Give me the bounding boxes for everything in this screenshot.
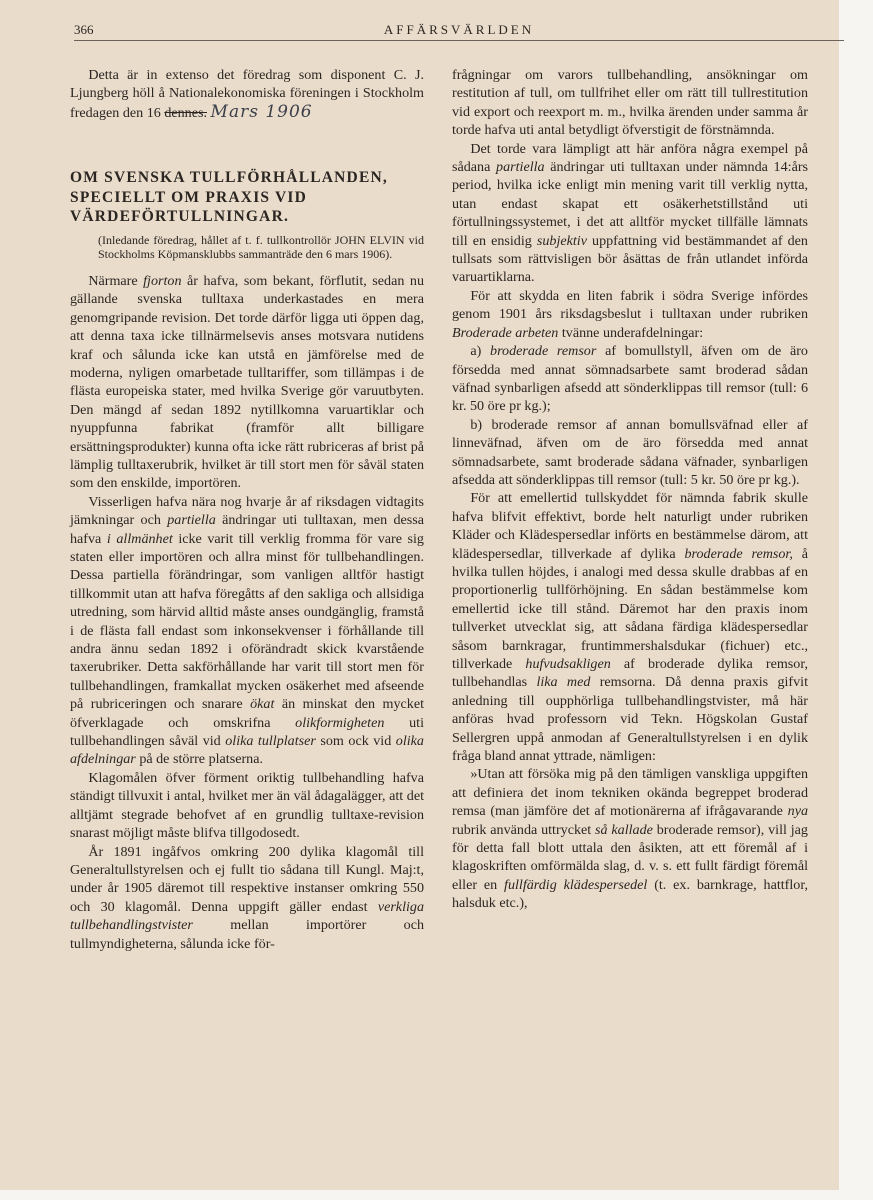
struck-word: dennes. [164, 104, 207, 121]
body-paragraph: För att emellertid tullskyddet för nämnda fabrik skulle hafva blifvit effektivt, borde helt naturligt under rubriken Kläder och Klädespersedlar införts en bestämmelse därom, att klädespersedlar, tillverkade af dylika broderade remsor, å hvilka tullen höjdes, i analogi med dessa skulle drabbas af en proportionerlig tullförhöjning. En sådan bestämmelse kom emellertid icke till stånd. Däremot har den praxis inom tullverket utvecklat sig, att sådana färdiga klädespersedlar såsom barnkragar, fruntimmershalsdukar (fichuer) etc., tillverkade hufvudsakligen af broderade dylika remsor, tullbehandlas lika med remsorna. Då denna praxis gifvit anledning till oupphörliga tullbehandlingstvister, må här anföras hvad professorn vid Tekn. Högskolan Gustaf Sellergren uppå anmodan af Generaltullstyrelsen i en dylik fråga bland annat yttrade, nämligen: [452, 490, 809, 765]
article-subnote: (Inledande föredrag, hållet af t. f. tullkontrollör JOHN ELVIN vid Stockholms Köpmansklubbs sammanträde den 6 mars 1906). [98, 232, 424, 262]
body-paragraph: a) broderade remsor af bomullstyll, äfven om de äro försedda med annat sömnadsarbete samt broderad sådan väfnad synbarligen afsedd att sönderklippas till remsor (tull: 6 kr. 50 öre pr kg.); [452, 343, 808, 415]
page-margin-bottom [0, 1190, 873, 1200]
body-paragraph: Det torde vara lämpligt att här anföra några exempel på sådana partiella ändringar uti tulltaxan under nämnda 14:års period, hvilka icke enligt min mening varit till verklig nytta, utan endast skapat ett osäkerhetstillstånd uti förtullningssystemet, i det att alltför mycket tillfälle lämnats till en ensidig subjektiv uppfattning vid bestämmandet af den tullsats som rättvisligen bör åsättas de från utlandet införda varuartiklarna. [452, 140, 808, 286]
body-paragraph: b) broderade remsor af annan bomullsväfnad eller af linneväfnad, äfven om de äro försedda med annat sömnadsarbete, samt broderade sådana väfnader, synbarligen afsedda att sönderklippas till remsor (tull: 5 kr. 50 öre pr kg.). [452, 416, 808, 488]
body-paragraph: År 1891 ingåfvos omkring 200 dylika klagomål till Generaltullstyrelsen och ej fullt tio sådana till Kungl. Maj:t, under år 1905 däremot till respektive instanser omkring 550 och 30 klagomål. Denna uppgift gäller endast verkliga tullbehandlingstvister mellan importörer och tullmyndigheterna, sålunda icke för- [70, 843, 424, 952]
body-paragraph: frågningar om varors tullbehandling, ansökningar om restitution af tull, om tullfrihet eller om rätt till tullrestitution vid export och reexport m. m., hvilka ärenden under samma år torde hafva uti antal betydligt öfverstigit de förstnämnda. [452, 67, 808, 139]
page-header [74, 22, 844, 40]
handwritten-note: Mars 1906 [210, 101, 313, 122]
journal-title: AFFÄRSVÄRLDEN [383, 22, 535, 37]
column-right [452, 66, 808, 913]
body-paragraph: Närmare fjorton år hafva, som bekant, förflutit, sedan nu gällande svenska tulltaxa underkastades en mera genomgripande revision. Det torde därför ligga uti öppen dag, att denna taxa icke tillnärmelsevis anses motsvara nutidens kraf och sålunda icke kan utstå en jämförelse med de moderna, nyligen omarbetade tulltariffer, som tillämpas i de flästa europeiska stater, med hvilka Sverige gör varuutbyten. Den mängd af sedan 1892 nytillkomna varuartiklar och nyuppfunna fabrikat (framför allt billigare ersättningsprodukter) kunna ofta icke rätt rubriceras af brist på lämplig tulltaxerubrik, hvilket är till stort men för såväl staten som den enskilde, importören. [70, 272, 424, 492]
body-paragraph: Klagomålen öfver förment oriktig tullbehandling hafva ständigt tillvuxit i antal, hvilket mer än väl ådagalägger, att det alltjämt stegrade behofvet af en grundlig tulltaxe-revision snarast möjligt måste blifva tillgodosedt. [70, 769, 424, 842]
page-margin-right [839, 0, 873, 1200]
article-heading: OM SVENSKA TULLFÖRHÅLLANDEN, SPECIELLT OM PRAXIS VID VÄRDEFÖRTULLNINGAR. [70, 169, 388, 226]
header-rule [74, 40, 844, 41]
body-paragraph: För att skydda en liten fabrik i södra Sverige infördes genom 1901 års riksdagsbeslut i tulltaxan under rubriken Broderade arbeten tvänne underafdelningar: [452, 287, 808, 341]
body-paragraph: »Utan att försöka mig på den tämligen vanskliga uppgiften att definiera det inom tekniken okända begreppet broderad remsa (man jämföre det af motionärerna af ifrågavarande nya rubrik använda uttrycket så kallade broderade remsor), vill jag för detta fall blott uttala den åsikten, att ett föremål af i klagoskriften omförmälda slag, d. v. s. ett fullt färdigt föremål eller en fullfärdig klädespersedel (t. ex. barnkrage, hattflor, halsduk etc.), [452, 766, 808, 912]
body-paragraph: Visserligen hafva nära nog hvarje år af riksdagen vidtagits jämkningar och partiella ändringar uti tulltaxan, men dessa hafva i allmänhet icke varit till verklig fromma för vare sig staten eller importören och allra minst för tullbehandlingen. Dessa partiella förändringar, som vanligen alltför hastigt tillkommit utan att hafva föregåtts af den sakliga och allsidiga utredning, som härvid alltid måste anses oundgänglig, framstå i de flästa fall endast som inkonsekvenser i förhållande till andra ännu sedan 1892 i oförändradt skick kvarstående taxerubriker. Detta sakförhållande har varit till stort men för tullbehandlingen, framkallat mycken osäkerhet med afseende på rubriceringen och snarare ökat än minskat den mycket öfverklagade och omskrifna olikformigheten uti tullbehandlingen såväl vid olika tullplatser som ock vid olika afdelningar på de större platserna. [70, 493, 424, 768]
intro-paragraph: Detta är in extenso det föredrag som disponent C. J. Ljungberg höll å Nationalekonomiska föreningen i Stockholm fredagen den 16 dennes. Mars 1906 [70, 67, 424, 122]
page-number: 366 [74, 22, 94, 37]
column-left [70, 66, 424, 953]
